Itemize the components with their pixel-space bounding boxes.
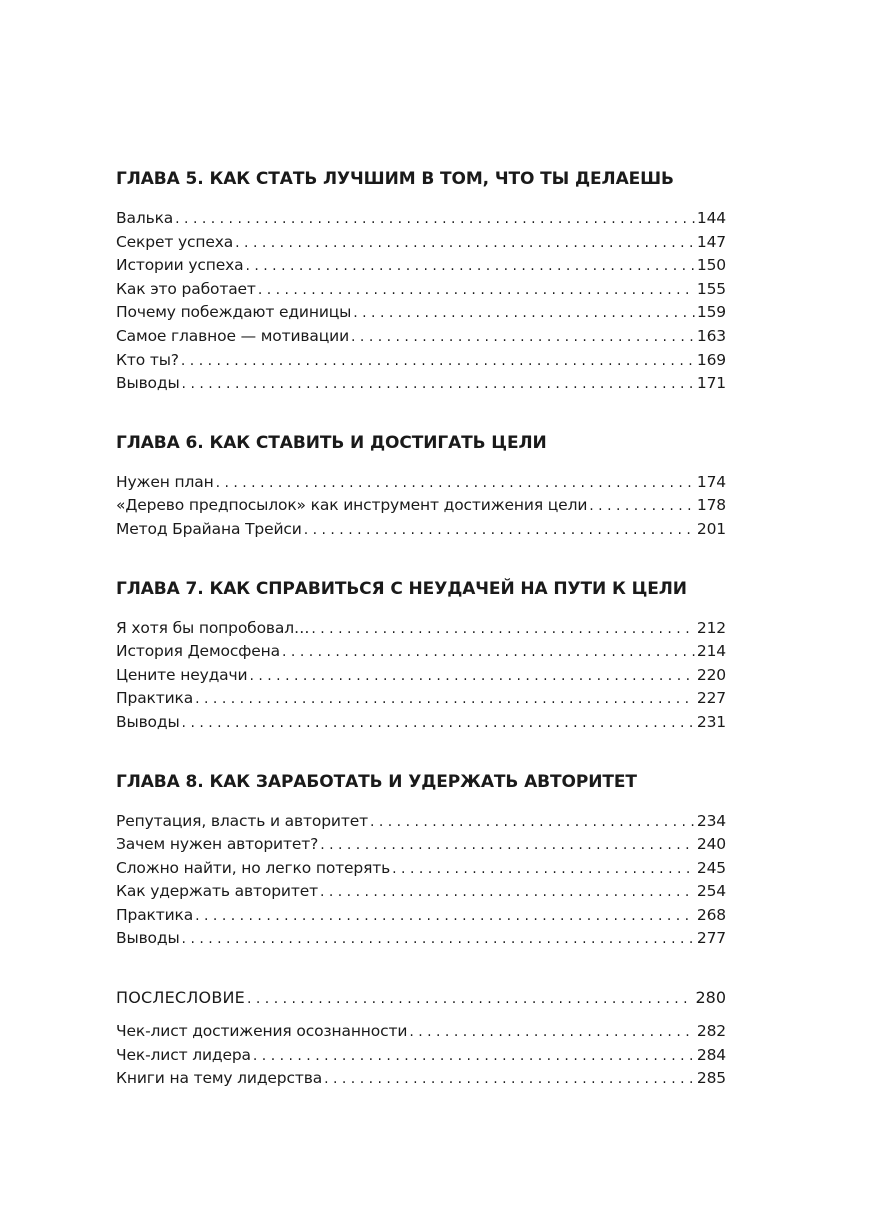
dot-leader xyxy=(409,1021,695,1045)
toc-entry[interactable] xyxy=(116,927,726,951)
dot-leader xyxy=(235,232,695,256)
toc-entry[interactable] xyxy=(116,494,726,518)
dot-leader xyxy=(182,373,695,397)
entry-title: Истории успеха xyxy=(116,256,244,275)
entry-page: 150 xyxy=(696,256,726,275)
afterword-section xyxy=(116,986,726,1091)
entry-page: 155 xyxy=(696,279,726,298)
entry-title: Практика xyxy=(116,905,194,924)
entry-page: 284 xyxy=(696,1045,726,1064)
dot-leader xyxy=(304,519,695,543)
entry-title: Я хотя бы попробовал… xyxy=(116,618,310,637)
entry-title: Как это работает xyxy=(116,279,256,298)
dot-leader xyxy=(195,905,695,929)
entry-title: Сложно найти, но легко потерять xyxy=(116,858,391,877)
chapter-entries xyxy=(116,471,726,542)
entry-title: Выводы xyxy=(116,712,180,731)
toc-entry[interactable] xyxy=(116,617,726,641)
chapter-title: ГЛАВА 7. КАК СПРАВИТЬСЯ С НЕУДАЧЕЙ НА ПУТИ К ЦЕЛИ xyxy=(116,578,687,599)
entry-page: 231 xyxy=(696,712,726,731)
chapter-6 xyxy=(116,431,726,542)
entry-title: Репутация, власть и авторитет xyxy=(116,811,368,830)
entry-page: 220 xyxy=(696,665,726,684)
entry-page: 212 xyxy=(696,618,726,637)
entry-page: 144 xyxy=(696,209,726,227)
toc-entry[interactable] xyxy=(116,687,726,711)
toc-entry[interactable] xyxy=(116,1020,726,1044)
dot-leader xyxy=(320,881,695,905)
entry-title: Нужен план xyxy=(116,472,214,491)
entry-title: «Дерево предпосылок» как инструмент достижения цели xyxy=(116,496,588,515)
chapter-entries xyxy=(116,207,726,396)
dot-leader xyxy=(249,665,694,689)
dot-leader xyxy=(353,302,695,326)
toc-entry[interactable] xyxy=(116,231,726,255)
entry-page: 147 xyxy=(696,232,726,251)
entry-page: 282 xyxy=(696,1022,726,1041)
dot-leader xyxy=(182,928,695,952)
dot-leader xyxy=(247,987,693,1011)
entry-page: 245 xyxy=(696,858,726,877)
dot-leader xyxy=(195,688,695,712)
afterword-title: ПОСЛЕСЛОВИЕ xyxy=(116,988,245,1008)
entry-page: 254 xyxy=(696,882,726,901)
dot-leader xyxy=(324,1068,695,1092)
toc-entry[interactable] xyxy=(116,207,726,231)
entry-page: 178 xyxy=(696,496,726,515)
toc-entry[interactable] xyxy=(116,471,726,495)
dot-leader xyxy=(282,641,695,665)
table-of-contents xyxy=(116,167,726,1126)
afterword-entry[interactable] xyxy=(116,986,726,1010)
dot-leader xyxy=(258,279,695,303)
toc-entry[interactable] xyxy=(116,711,726,735)
entry-title: Как удержать авторитет xyxy=(116,882,318,901)
toc-entry[interactable] xyxy=(116,518,726,542)
entry-title: Почему побеждают единицы xyxy=(116,303,352,322)
toc-entry[interactable] xyxy=(116,301,726,325)
entry-title: История Демосфена xyxy=(116,642,281,661)
toc-entry[interactable] xyxy=(116,904,726,928)
chapter-8 xyxy=(116,770,726,952)
toc-entry[interactable] xyxy=(116,254,726,278)
entry-title: Секрет успеха xyxy=(116,232,234,251)
entry-title: Валька xyxy=(116,209,174,227)
entry-page: 277 xyxy=(696,929,726,948)
dot-leader xyxy=(589,495,695,519)
afterword-entries xyxy=(116,1020,726,1091)
dot-leader xyxy=(351,326,695,350)
entry-title: Чек-лист лидера xyxy=(116,1045,251,1064)
entry-page: 201 xyxy=(696,519,726,538)
toc-entry[interactable] xyxy=(116,349,726,373)
entry-page: 280 xyxy=(695,988,726,1008)
entry-page: 268 xyxy=(696,905,726,924)
dot-leader xyxy=(175,208,695,232)
entry-title: Зачем нужен авторитет? xyxy=(116,835,319,854)
entry-title: Метод Брайана Трейси xyxy=(116,519,302,538)
toc-entry[interactable] xyxy=(116,1067,726,1091)
entry-page: 285 xyxy=(696,1069,726,1088)
dot-leader xyxy=(181,350,695,374)
chapter-entries xyxy=(116,810,726,952)
chapter-7 xyxy=(116,577,726,735)
toc-entry[interactable] xyxy=(116,857,726,881)
toc-entry[interactable] xyxy=(116,372,726,396)
chapter-title: ГЛАВА 6. КАК СТАВИТЬ И ДОСТИГАТЬ ЦЕЛИ xyxy=(116,432,547,453)
dot-leader xyxy=(370,811,695,835)
toc-entry[interactable] xyxy=(116,833,726,857)
entry-page: 171 xyxy=(696,374,726,393)
dot-leader xyxy=(253,1045,695,1069)
dot-leader xyxy=(311,618,694,642)
toc-entry[interactable] xyxy=(116,278,726,302)
toc-entry[interactable] xyxy=(116,325,726,349)
entry-title: Цените неудачи xyxy=(116,665,248,684)
chapter-entries xyxy=(116,617,726,735)
entry-page: 240 xyxy=(696,835,726,854)
entry-page: 227 xyxy=(696,689,726,708)
entry-page: 169 xyxy=(696,350,726,369)
entry-title: Выводы xyxy=(116,374,180,393)
entry-title: Практика xyxy=(116,689,194,708)
toc-entry[interactable] xyxy=(116,664,726,688)
chapter-title: ГЛАВА 8. КАК ЗАРАБОТАТЬ И УДЕРЖАТЬ АВТОРИТЕТ xyxy=(116,771,637,792)
entry-title: Книги на тему лидерства xyxy=(116,1069,323,1088)
entry-title: Самое главное — мотивации xyxy=(116,326,350,345)
entry-page: 163 xyxy=(696,326,726,345)
entry-page: 234 xyxy=(696,811,726,830)
dot-leader xyxy=(320,834,695,858)
dot-leader xyxy=(392,858,695,882)
entry-title: Кто ты? xyxy=(116,350,179,369)
toc-entry[interactable] xyxy=(116,1044,726,1068)
entry-title: Чек-лист достижения осознанности xyxy=(116,1022,408,1041)
entry-title: Выводы xyxy=(116,929,180,948)
chapter-5 xyxy=(116,167,726,396)
dot-leader xyxy=(182,712,695,736)
chapter-title: ГЛАВА 5. КАК СТАТЬ ЛУЧШИМ В ТОМ, ЧТО ТЫ ДЕЛАЕШЬ xyxy=(116,169,674,189)
dot-leader xyxy=(245,255,694,279)
toc-entry[interactable] xyxy=(116,640,726,664)
entry-page: 159 xyxy=(696,303,726,322)
toc-entry[interactable] xyxy=(116,810,726,834)
toc-entry[interactable] xyxy=(116,880,726,904)
entry-page: 214 xyxy=(696,642,726,661)
dot-leader xyxy=(216,472,695,496)
entry-page: 174 xyxy=(696,472,726,491)
